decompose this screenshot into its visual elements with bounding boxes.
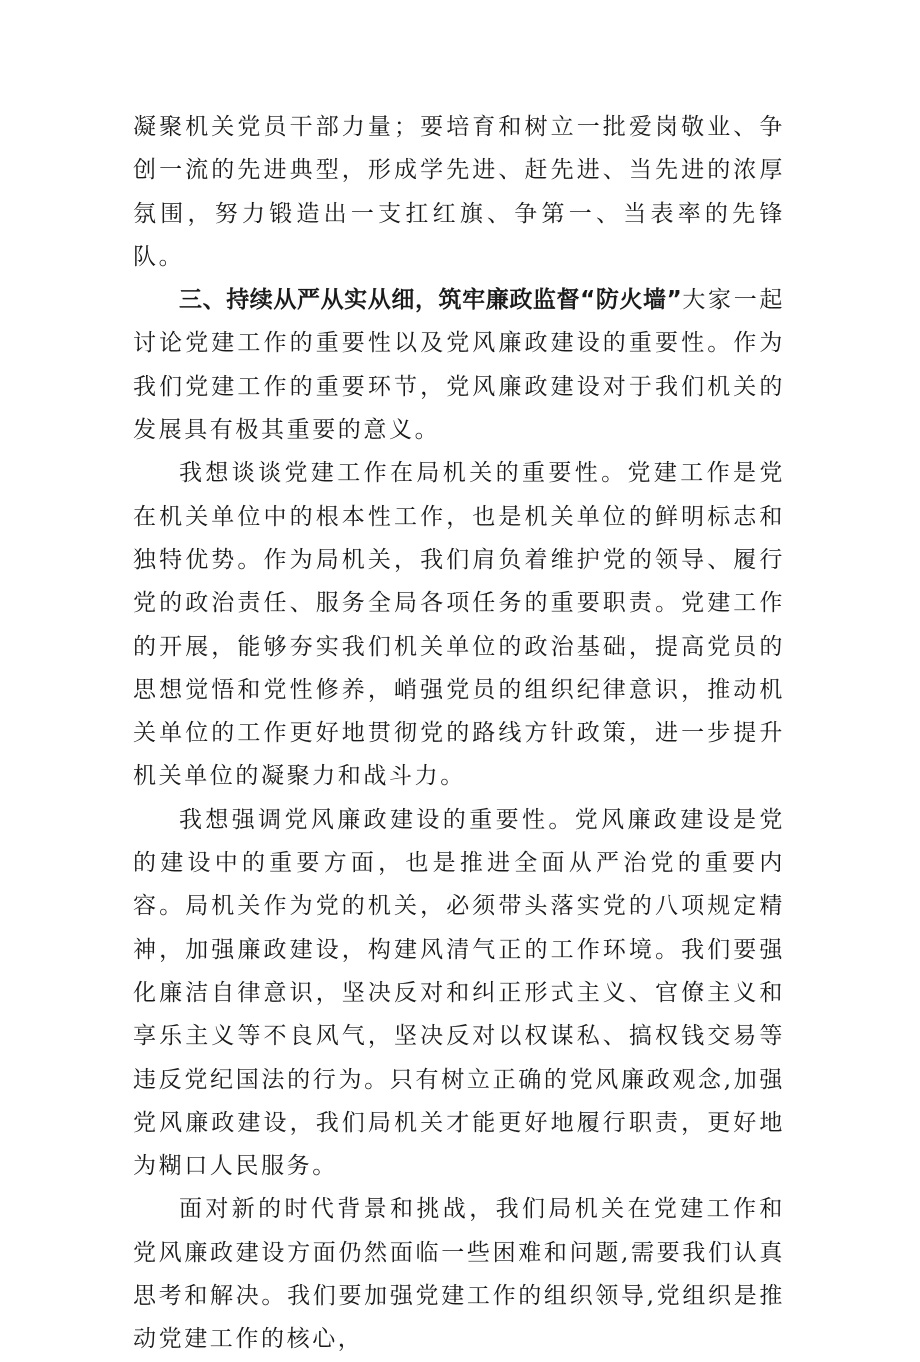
paragraph-section-three [133,279,785,452]
paragraph-text: 凝聚机关党员干部力量；要培育和树立一批爱岗敬业、争创一流的先进典型，形成学先进、赶先进、当先进的浓厚氛围，努力锻造出一支扛红旗、争第一、当表率的先锋队。 [133,114,785,270]
document-body [133,106,785,1362]
paragraph-text: 面对新的时代背景和挑战，我们局机关在党建工作和党风廉政建设方面仍然面临一些困难和问题,需要我们认真思考和解决。我们要加强党建工作的组织领导,党组织是推动党建工作的核心， [133,1196,785,1353]
paragraph-text: 我想强调党风廉政建设的重要性。党风廉政建设是党的建设中的重要方面，也是推进全面从严治党的重要内容。局机关作为党的机关，必须带头落实党的八项规定精神，加强廉政建设，构建风清气正的工作环境。我们要强化廉洁自律意识，坚决反对和纠正形式主义、官僚主义和享乐主义等不良风气，坚决反对以权谋私、搞权钱交易等违反党纪国法的行为。只有树立正确的党风廉政观念,加强党风廉政建设，我们局机关才能更好地履行职责，更好地为糊口人民服务。 [133,806,785,1180]
paragraph-party-building-importance [133,452,785,798]
paragraph-clean-governance-importance [133,799,785,1189]
paragraph-text: 我想谈谈党建工作在局机关的重要性。党建工作是党在机关单位中的根本性工作，也是机关单位的鲜明标志和独特优势。作为局机关，我们肩负着维护党的领导、履行党的政治责任、服务全局各项任务的重要职责。党建工作的开展，能够夯实我们机关单位的政治基础，提高党员的思想觉悟和党性修养，峭强党员的组织纪律意识，推动机关单位的工作更好地贯彻党的路线方针政策，进一步提升机关单位的凝聚力和战斗力。 [133,460,785,790]
paragraph-continuation [133,106,785,279]
paragraph-challenges [133,1188,785,1361]
paragraph-text: 大家一起讨论党建工作的重要性以及党风廉政建设的重要性。作为我们党建工作的重要环节，党风廉政建设对于我们机关的发展具有极其重要的意义。 [133,287,785,444]
section-heading: 三、持续从严从实从细，筑牢廉政监督“防火墙” [179,287,683,314]
